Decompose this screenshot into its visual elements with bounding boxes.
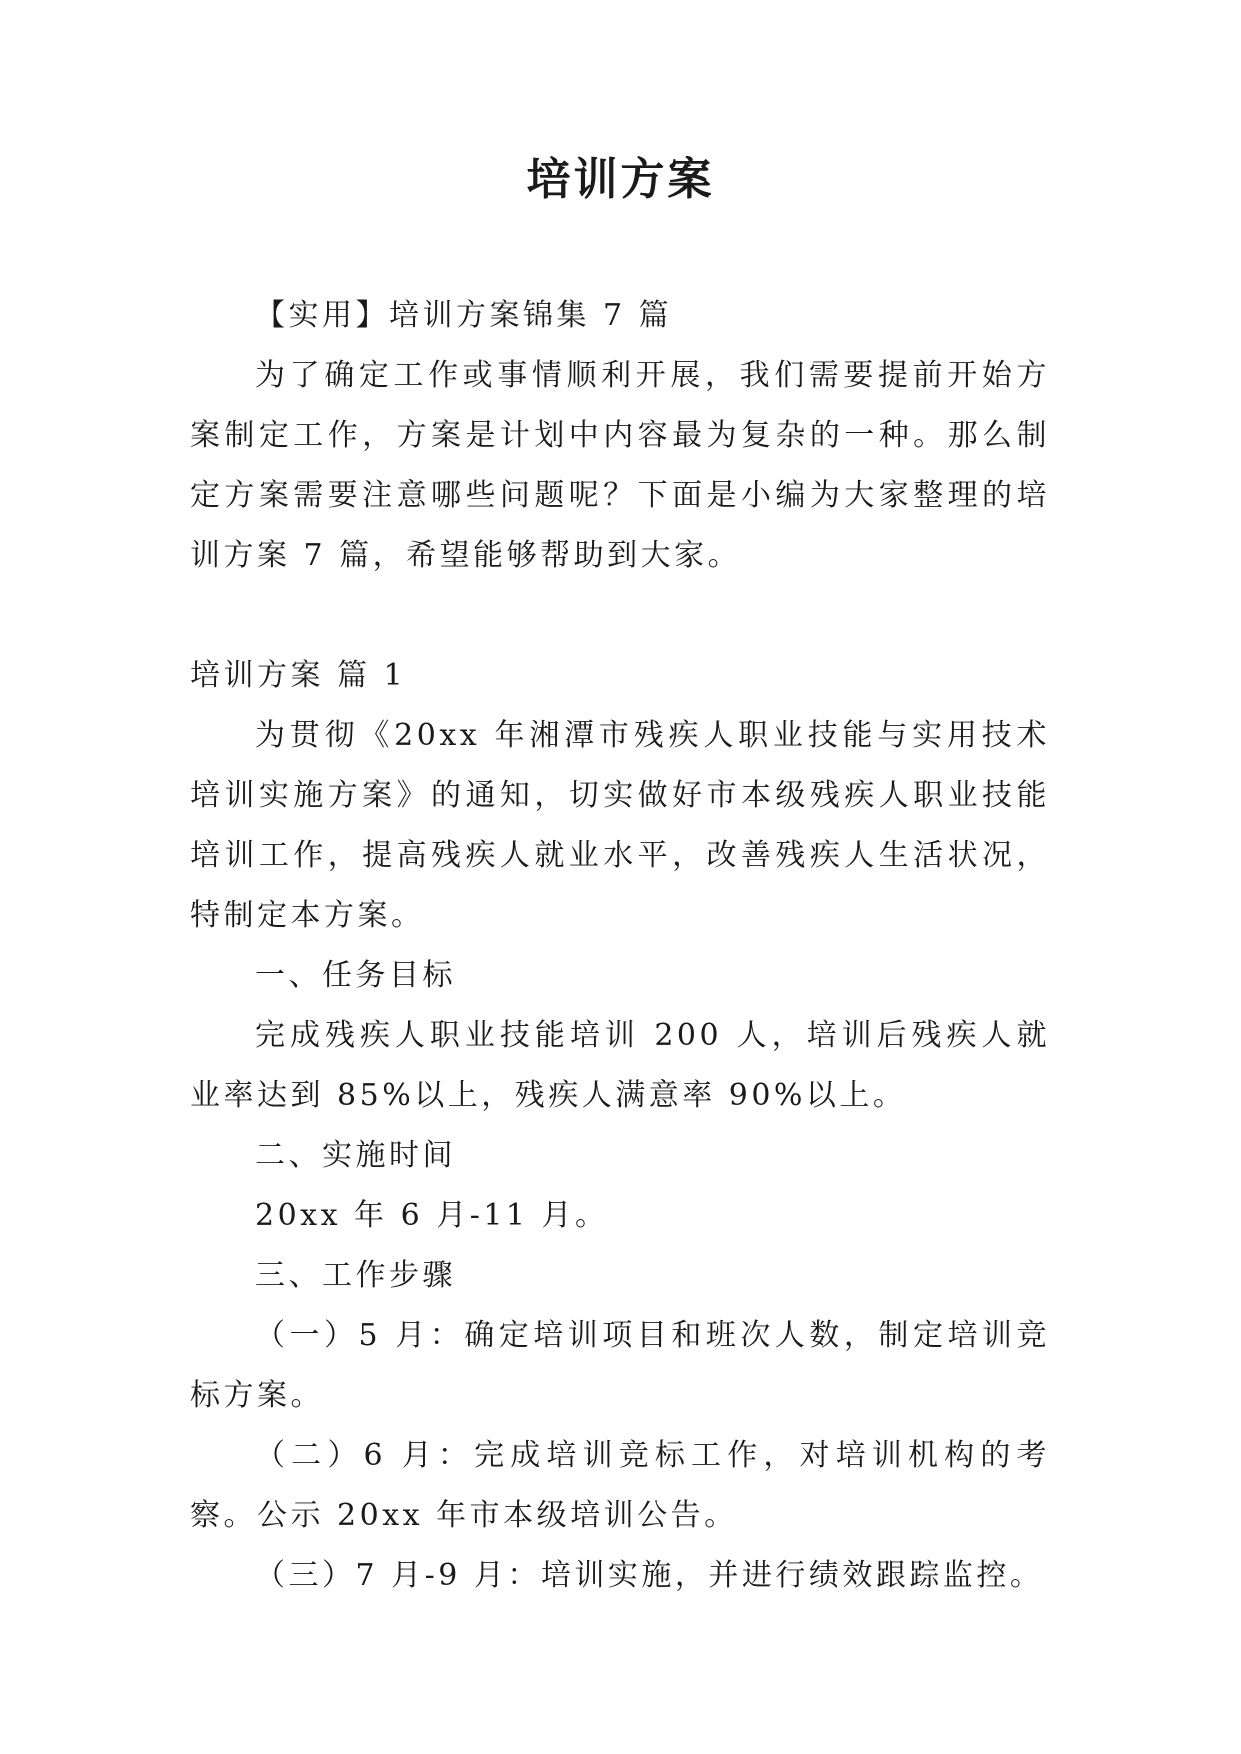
document-body	[190, 286, 1050, 1606]
document-subtitle: 【实用】培训方案锦集 7 篇	[255, 298, 673, 333]
heading-schedule: 二、实施时间	[255, 1138, 456, 1173]
step-2: （二）6 月：完成培训竞标工作，对培训机构的考察。公示 20xx 年市本级培训公告。	[190, 1438, 1050, 1533]
document-title: 培训方案	[526, 154, 715, 205]
section-heading: 培训方案 篇 1	[190, 658, 407, 693]
paragraph-purpose: 为贯彻《20xx 年湘潭市残疾人职业技能与实用技术培训实施方案》的通知，切实做好市本级残疾人职业技能培训工作，提高残疾人就业水平，改善残疾人生活状况，特制定本方案。	[190, 718, 1050, 933]
intro-paragraph: 为了确定工作或事情顺利开展，我们需要提前开始方案制定工作，方案是计划中内容最为复杂的一种。那么制定方案需要注意哪些问题呢？下面是小编为大家整理的培训方案 7 篇，希望能够帮助到大家。	[190, 358, 1050, 573]
spacer	[190, 586, 1050, 646]
step-1: （一）5 月：确定培训项目和班次人数，制定培训竞标方案。	[190, 1318, 1050, 1413]
step-3: （三）7 月-9 月：培训实施，并进行绩效跟踪监控。	[255, 1558, 1044, 1593]
paragraph-schedule: 20xx 年 6 月-11 月。	[255, 1198, 609, 1233]
paragraph-task-goals: 完成残疾人职业技能培训 200 人，培训后残疾人就业率达到 85%以上，残疾人满意率 90%以上。	[190, 1018, 1050, 1113]
heading-task-goals: 一、任务目标	[255, 958, 456, 993]
heading-work-steps: 三、工作步骤	[255, 1258, 456, 1293]
